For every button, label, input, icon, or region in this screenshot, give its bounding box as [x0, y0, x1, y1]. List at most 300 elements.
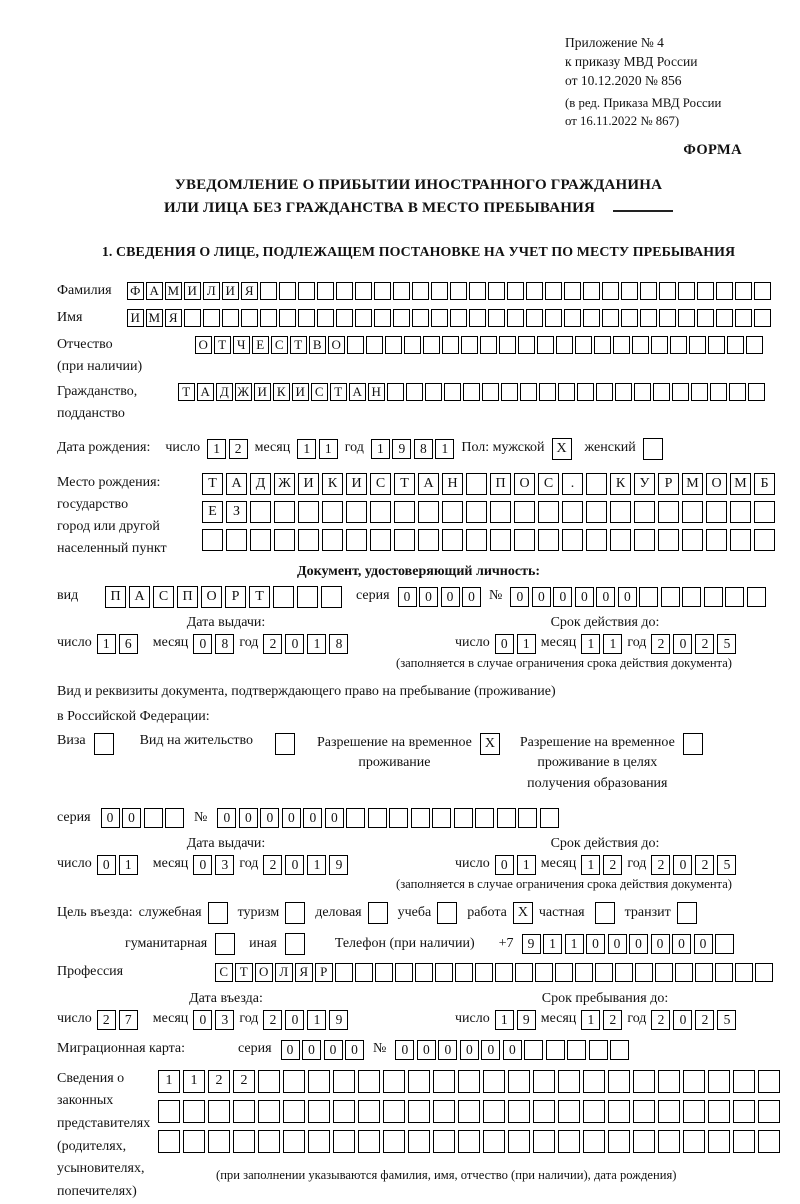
char-box[interactable] — [758, 1100, 780, 1123]
stay-day-boxes[interactable] — [495, 1010, 536, 1030]
char-box[interactable] — [432, 808, 451, 828]
char-box[interactable] — [483, 1130, 505, 1153]
char-box[interactable]: 2 — [603, 1010, 622, 1030]
char-box[interactable] — [555, 963, 573, 982]
char-box[interactable] — [537, 336, 554, 354]
char-box[interactable] — [733, 1130, 755, 1153]
char-box[interactable] — [203, 309, 220, 327]
char-box[interactable] — [258, 1130, 280, 1153]
char-box[interactable]: Т — [202, 473, 223, 495]
char-box[interactable] — [735, 282, 752, 300]
doc-issue-year-boxes[interactable] — [263, 634, 348, 654]
char-box[interactable]: 0 — [302, 1040, 321, 1060]
char-box[interactable] — [418, 501, 439, 523]
char-box[interactable] — [518, 808, 537, 828]
char-box[interactable] — [715, 934, 734, 954]
char-box[interactable]: Р — [658, 473, 679, 495]
patronymic-boxes[interactable] — [195, 336, 763, 354]
char-box[interactable] — [183, 1100, 205, 1123]
char-box[interactable] — [583, 1100, 605, 1123]
char-box[interactable]: И — [127, 309, 144, 327]
char-box[interactable] — [463, 383, 480, 401]
birth-month-boxes[interactable] — [297, 439, 338, 459]
char-box[interactable] — [385, 336, 402, 354]
phone-boxes[interactable] — [522, 934, 735, 954]
residence-permit-checkbox[interactable] — [275, 733, 295, 755]
char-box[interactable] — [535, 963, 553, 982]
business-checkbox[interactable] — [368, 902, 388, 924]
char-box[interactable]: 2 — [263, 1010, 282, 1030]
char-box[interactable]: 1 — [581, 855, 600, 875]
citizenship-boxes[interactable] — [178, 383, 765, 401]
char-box[interactable]: С — [153, 586, 174, 608]
char-box[interactable]: И — [298, 473, 319, 495]
char-box[interactable]: 0 — [325, 808, 344, 828]
char-box[interactable]: О — [195, 336, 212, 354]
char-box[interactable] — [704, 587, 723, 607]
char-box[interactable] — [733, 1070, 755, 1093]
char-box[interactable] — [466, 473, 487, 495]
char-box[interactable] — [412, 309, 429, 327]
char-box[interactable] — [406, 383, 423, 401]
permit-issue-month-boxes[interactable] — [193, 855, 234, 875]
char-box[interactable] — [754, 309, 771, 327]
char-box[interactable] — [677, 902, 697, 924]
char-box[interactable]: О — [201, 586, 222, 608]
char-box[interactable] — [499, 336, 516, 354]
char-box[interactable] — [285, 902, 305, 924]
char-box[interactable]: 0 — [239, 808, 258, 828]
char-box[interactable] — [250, 501, 271, 523]
char-box[interactable]: Ж — [274, 473, 295, 495]
char-box[interactable]: 1 — [517, 634, 536, 654]
char-box[interactable]: 5 — [717, 634, 736, 654]
char-box[interactable] — [508, 1070, 530, 1093]
char-box[interactable] — [672, 383, 689, 401]
char-box[interactable]: 0 — [324, 1040, 343, 1060]
char-box[interactable] — [594, 336, 611, 354]
char-box[interactable] — [651, 336, 668, 354]
char-box[interactable]: 2 — [651, 855, 670, 875]
char-box[interactable] — [653, 383, 670, 401]
char-box[interactable]: 0 — [282, 808, 301, 828]
char-box[interactable]: 0 — [281, 1040, 300, 1060]
char-box[interactable] — [515, 963, 533, 982]
char-box[interactable]: 9 — [329, 855, 348, 875]
char-box[interactable] — [564, 282, 581, 300]
char-box[interactable] — [383, 1070, 405, 1093]
char-box[interactable]: Ф — [127, 282, 144, 300]
char-box[interactable] — [346, 529, 367, 551]
char-box[interactable]: К — [273, 383, 290, 401]
char-box[interactable]: 9 — [392, 439, 411, 459]
char-box[interactable]: 2 — [603, 855, 622, 875]
char-box[interactable]: И — [222, 282, 239, 300]
char-box[interactable]: 0 — [419, 587, 438, 607]
char-box[interactable] — [358, 1100, 380, 1123]
char-box[interactable] — [347, 336, 364, 354]
char-box[interactable] — [670, 336, 687, 354]
char-box[interactable]: 2 — [651, 634, 670, 654]
char-box[interactable]: 1 — [543, 934, 562, 954]
char-box[interactable] — [444, 383, 461, 401]
private-checkbox[interactable] — [595, 902, 615, 924]
char-box[interactable]: Р — [315, 963, 333, 982]
char-box[interactable]: Т — [330, 383, 347, 401]
char-box[interactable] — [333, 1100, 355, 1123]
char-box[interactable] — [298, 529, 319, 551]
char-box[interactable] — [533, 1100, 555, 1123]
char-box[interactable] — [589, 1040, 608, 1060]
char-box[interactable] — [395, 963, 413, 982]
char-box[interactable] — [317, 309, 334, 327]
char-box[interactable]: 1 — [307, 855, 326, 875]
char-box[interactable]: Т — [249, 586, 270, 608]
char-box[interactable] — [466, 529, 487, 551]
char-box[interactable] — [659, 309, 676, 327]
char-box[interactable] — [562, 529, 583, 551]
char-box[interactable] — [545, 309, 562, 327]
birth-place-boxes-2[interactable] — [202, 501, 775, 523]
char-box[interactable]: 0 — [438, 1040, 457, 1060]
char-box[interactable]: 1 — [97, 634, 116, 654]
char-box[interactable]: О — [255, 963, 273, 982]
char-box[interactable]: С — [215, 963, 233, 982]
char-box[interactable] — [697, 309, 714, 327]
char-box[interactable]: Н — [442, 473, 463, 495]
char-box[interactable] — [283, 1130, 305, 1153]
char-box[interactable] — [758, 1130, 780, 1153]
char-box[interactable] — [346, 808, 365, 828]
char-box[interactable]: 0 — [193, 855, 212, 875]
char-box[interactable] — [538, 501, 559, 523]
char-box[interactable]: 0 — [608, 934, 627, 954]
char-box[interactable] — [539, 383, 556, 401]
char-box[interactable] — [258, 1100, 280, 1123]
char-box[interactable] — [333, 1130, 355, 1153]
char-box[interactable]: 0 — [101, 808, 120, 828]
char-box[interactable] — [524, 1040, 543, 1060]
char-box[interactable]: 7 — [119, 1010, 138, 1030]
char-box[interactable] — [415, 963, 433, 982]
char-box[interactable] — [258, 1070, 280, 1093]
char-box[interactable] — [374, 309, 391, 327]
char-box[interactable] — [615, 383, 632, 401]
char-box[interactable]: . — [562, 473, 583, 495]
profession-boxes[interactable] — [215, 963, 773, 982]
char-box[interactable] — [735, 963, 753, 982]
char-box[interactable] — [608, 1100, 630, 1123]
char-box[interactable] — [215, 933, 235, 955]
char-box[interactable]: П — [105, 586, 126, 608]
char-box[interactable] — [658, 529, 679, 551]
char-box[interactable] — [546, 1040, 565, 1060]
birth-place-boxes-3[interactable] — [202, 529, 775, 551]
char-box[interactable] — [450, 309, 467, 327]
char-box[interactable] — [433, 1100, 455, 1123]
char-box[interactable]: И — [184, 282, 201, 300]
char-box[interactable]: 0 — [345, 1040, 364, 1060]
char-box[interactable] — [545, 282, 562, 300]
char-box[interactable]: 9 — [517, 1010, 536, 1030]
other-goal-checkbox[interactable] — [285, 933, 305, 955]
char-box[interactable]: 1 — [183, 1070, 205, 1093]
char-box[interactable] — [610, 501, 631, 523]
char-box[interactable] — [394, 529, 415, 551]
char-box[interactable]: X — [513, 902, 533, 924]
surname-boxes[interactable] — [127, 282, 771, 300]
char-box[interactable] — [564, 309, 581, 327]
mig-series-boxes[interactable] — [281, 1040, 365, 1060]
char-box[interactable] — [355, 963, 373, 982]
char-box[interactable] — [433, 1130, 455, 1153]
char-box[interactable] — [165, 808, 184, 828]
char-box[interactable]: 8 — [414, 439, 433, 459]
entry-month-boxes[interactable] — [193, 1010, 234, 1030]
char-box[interactable]: Я — [295, 963, 313, 982]
char-box[interactable] — [483, 1100, 505, 1123]
char-box[interactable] — [635, 963, 653, 982]
char-box[interactable] — [308, 1070, 330, 1093]
char-box[interactable] — [374, 282, 391, 300]
char-box[interactable]: 0 — [193, 1010, 212, 1030]
char-box[interactable] — [233, 1130, 255, 1153]
char-box[interactable] — [250, 529, 271, 551]
char-box[interactable] — [408, 1100, 430, 1123]
char-box[interactable] — [708, 1130, 730, 1153]
char-box[interactable] — [633, 1070, 655, 1093]
char-box[interactable] — [661, 587, 680, 607]
permit-valid-year-boxes[interactable] — [651, 855, 736, 875]
char-box[interactable] — [208, 1100, 230, 1123]
char-box[interactable]: 0 — [481, 1040, 500, 1060]
char-box[interactable]: 0 — [673, 855, 692, 875]
char-box[interactable] — [715, 963, 733, 982]
char-box[interactable]: Т — [178, 383, 195, 401]
char-box[interactable] — [297, 586, 318, 608]
char-box[interactable] — [682, 529, 703, 551]
char-box[interactable] — [475, 808, 494, 828]
char-box[interactable] — [431, 309, 448, 327]
char-box[interactable] — [659, 282, 676, 300]
char-box[interactable]: 0 — [122, 808, 141, 828]
char-box[interactable] — [683, 1130, 705, 1153]
char-box[interactable] — [411, 808, 430, 828]
char-box[interactable] — [442, 336, 459, 354]
char-box[interactable]: 0 — [441, 587, 460, 607]
char-box[interactable]: Л — [275, 963, 293, 982]
char-box[interactable] — [488, 309, 505, 327]
char-box[interactable] — [706, 529, 727, 551]
permit-issue-year-boxes[interactable] — [263, 855, 348, 875]
char-box[interactable]: А — [418, 473, 439, 495]
char-box[interactable] — [558, 1130, 580, 1153]
char-box[interactable] — [639, 587, 658, 607]
char-box[interactable]: 0 — [495, 855, 514, 875]
char-box[interactable]: X — [552, 438, 572, 460]
char-box[interactable]: 0 — [260, 808, 279, 828]
char-box[interactable] — [469, 309, 486, 327]
char-box[interactable]: 0 — [395, 1040, 414, 1060]
char-box[interactable] — [507, 309, 524, 327]
char-box[interactable] — [450, 282, 467, 300]
char-box[interactable] — [533, 1070, 555, 1093]
char-box[interactable] — [586, 473, 607, 495]
char-box[interactable]: А — [226, 473, 247, 495]
char-box[interactable] — [321, 586, 342, 608]
char-box[interactable] — [640, 282, 657, 300]
permit-series-boxes[interactable] — [101, 808, 185, 828]
char-box[interactable]: 1 — [297, 439, 316, 459]
work-checkbox[interactable] — [513, 902, 533, 924]
char-box[interactable]: 0 — [495, 634, 514, 654]
char-box[interactable]: 2 — [695, 634, 714, 654]
char-box[interactable]: Д — [250, 473, 271, 495]
doc-series-boxes[interactable] — [398, 587, 482, 607]
char-box[interactable] — [558, 1100, 580, 1123]
char-box[interactable] — [322, 529, 343, 551]
char-box[interactable]: П — [177, 586, 198, 608]
char-box[interactable] — [158, 1130, 180, 1153]
char-box[interactable]: 1 — [158, 1070, 180, 1093]
char-box[interactable] — [754, 529, 775, 551]
char-box[interactable] — [455, 963, 473, 982]
char-box[interactable] — [658, 501, 679, 523]
char-box[interactable]: К — [322, 473, 343, 495]
char-box[interactable]: К — [610, 473, 631, 495]
char-box[interactable] — [716, 282, 733, 300]
char-box[interactable]: 0 — [97, 855, 116, 875]
char-box[interactable]: 0 — [629, 934, 648, 954]
char-box[interactable]: Я — [241, 282, 258, 300]
permit-number-boxes[interactable] — [217, 808, 559, 828]
char-box[interactable] — [678, 309, 695, 327]
char-box[interactable] — [241, 309, 258, 327]
char-box[interactable] — [274, 529, 295, 551]
char-box[interactable] — [94, 733, 114, 755]
char-box[interactable]: 1 — [495, 1010, 514, 1030]
char-box[interactable] — [394, 501, 415, 523]
char-box[interactable] — [222, 309, 239, 327]
char-box[interactable] — [433, 1070, 455, 1093]
char-box[interactable] — [683, 1100, 705, 1123]
char-box[interactable] — [754, 501, 775, 523]
char-box[interactable] — [370, 529, 391, 551]
char-box[interactable] — [458, 1070, 480, 1093]
char-box[interactable] — [682, 501, 703, 523]
char-box[interactable]: 0 — [503, 1040, 522, 1060]
char-box[interactable] — [683, 733, 703, 755]
char-box[interactable] — [355, 282, 372, 300]
char-box[interactable] — [437, 902, 457, 924]
char-box[interactable] — [708, 1100, 730, 1123]
char-box[interactable]: Р — [225, 586, 246, 608]
char-box[interactable] — [706, 501, 727, 523]
birth-day-boxes[interactable] — [207, 439, 248, 459]
char-box[interactable] — [458, 1130, 480, 1153]
char-box[interactable] — [613, 336, 630, 354]
char-box[interactable] — [633, 1130, 655, 1153]
char-box[interactable]: 0 — [510, 587, 529, 607]
char-box[interactable]: М — [682, 473, 703, 495]
char-box[interactable] — [335, 963, 353, 982]
char-box[interactable]: 1 — [207, 439, 226, 459]
char-box[interactable] — [562, 501, 583, 523]
char-box[interactable] — [370, 501, 391, 523]
char-box[interactable] — [408, 1070, 430, 1093]
char-box[interactable]: 0 — [193, 634, 212, 654]
char-box[interactable] — [633, 1100, 655, 1123]
char-box[interactable] — [596, 383, 613, 401]
char-box[interactable] — [279, 282, 296, 300]
char-box[interactable] — [727, 336, 744, 354]
char-box[interactable] — [490, 501, 511, 523]
char-box[interactable] — [461, 336, 478, 354]
stay-month-boxes[interactable] — [581, 1010, 622, 1030]
male-checkbox[interactable] — [552, 438, 572, 460]
char-box[interactable]: Д — [216, 383, 233, 401]
char-box[interactable] — [634, 501, 655, 523]
char-box[interactable]: Ч — [233, 336, 250, 354]
char-box[interactable]: З — [226, 501, 247, 523]
char-box[interactable]: 8 — [329, 634, 348, 654]
char-box[interactable] — [283, 1070, 305, 1093]
temp-residence-edu-checkbox[interactable] — [683, 733, 703, 755]
char-box[interactable]: А — [129, 586, 150, 608]
char-box[interactable] — [634, 529, 655, 551]
char-box[interactable] — [389, 808, 408, 828]
char-box[interactable]: У — [634, 473, 655, 495]
char-box[interactable]: 1 — [371, 439, 390, 459]
char-box[interactable] — [507, 282, 524, 300]
char-box[interactable] — [497, 808, 516, 828]
char-box[interactable]: 2 — [233, 1070, 255, 1093]
char-box[interactable] — [754, 282, 771, 300]
char-box[interactable]: Т — [235, 963, 253, 982]
char-box[interactable] — [583, 309, 600, 327]
char-box[interactable] — [658, 1070, 680, 1093]
char-box[interactable] — [655, 963, 673, 982]
char-box[interactable]: И — [292, 383, 309, 401]
char-box[interactable] — [735, 309, 752, 327]
char-box[interactable]: С — [538, 473, 559, 495]
char-box[interactable] — [583, 1070, 605, 1093]
char-box[interactable] — [322, 501, 343, 523]
char-box[interactable] — [602, 282, 619, 300]
char-box[interactable] — [475, 963, 493, 982]
char-box[interactable] — [533, 1130, 555, 1153]
char-box[interactable] — [158, 1100, 180, 1123]
char-box[interactable]: О — [514, 473, 535, 495]
study-checkbox[interactable] — [437, 902, 457, 924]
char-box[interactable]: 8 — [215, 634, 234, 654]
char-box[interactable] — [260, 282, 277, 300]
char-box[interactable]: А — [197, 383, 214, 401]
char-box[interactable]: И — [254, 383, 271, 401]
doc-kind-boxes[interactable] — [105, 586, 342, 608]
char-box[interactable] — [567, 1040, 586, 1060]
char-box[interactable] — [678, 282, 695, 300]
char-box[interactable] — [595, 902, 615, 924]
char-box[interactable] — [748, 383, 765, 401]
char-box[interactable] — [387, 383, 404, 401]
char-box[interactable]: 1 — [307, 634, 326, 654]
char-box[interactable] — [274, 501, 295, 523]
char-box[interactable]: 5 — [717, 855, 736, 875]
char-box[interactable] — [658, 1100, 680, 1123]
char-box[interactable] — [586, 501, 607, 523]
char-box[interactable] — [144, 808, 163, 828]
